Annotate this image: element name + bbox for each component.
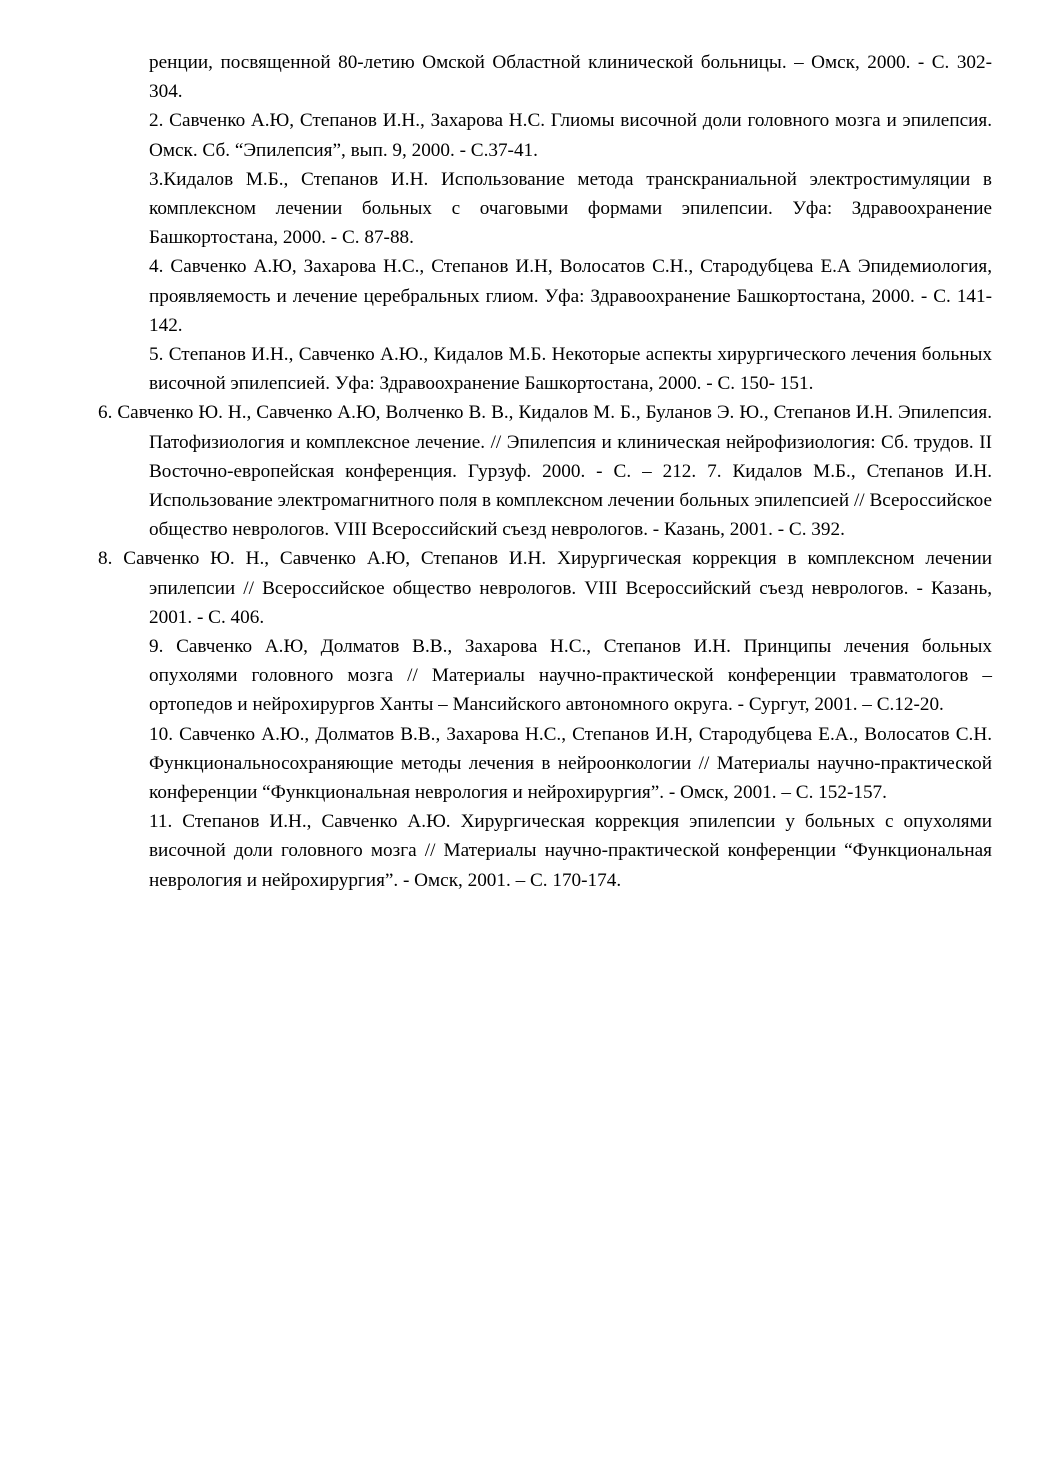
reference-entry-5 [149, 340, 992, 398]
reference-number: 6. [98, 402, 118, 424]
reference-number: 10. [149, 723, 180, 745]
reference-number: 8. [98, 548, 124, 570]
reference-list [98, 48, 993, 895]
reference-number: 4. [149, 256, 171, 278]
reference-entry-3 [149, 165, 992, 253]
reference-text: ренции, посвященной 80-летию Омской Областной клинической больницы. – Омск, 2000. - С. 302-304. [149, 52, 992, 103]
reference-text: Степанов И.Н., Савченко А.Ю. Хирургическая коррекция эпилепсии у больных с опухолями височной доли головного мозга // Материалы научно-практической конференции “Функциональная неврология и нейрохирургия”. - Омск, 2001. – С. 170-174. [149, 811, 992, 891]
reference-text: Степанов И.Н., Савченко А.Ю., Кидалов М.Б. Некоторые аспекты хирургического лечения больных височной эпилепсией. Уфа: Здравоохранение Башкортостана, 2000. - С. 150- 151. [149, 344, 992, 395]
reference-entry-4 [149, 252, 992, 340]
reference-entry-8 [98, 544, 992, 632]
reference-entry-9 [149, 632, 992, 720]
reference-entry-10 [149, 720, 992, 808]
reference-text: Савченко А.Ю, Захарова Н.С., Степанов И.Н, Волосатов С.Н., Стародубцева Е.А Эпидемиология, проявляемость и лечение церебральных глиом. Уфа: Здравоохранение Башкортостана, 2000. - С. 141- 142. [149, 256, 993, 336]
reference-text: Савченко А.Ю, Степанов И.Н., Захарова Н.С. Глиомы височной доли головного мозга и эпилепсия. Омск. Сб. “Эпилепсия”, вып. 9, 2000. - С.37-41. [149, 110, 992, 161]
reference-text: Савченко Ю. Н., Савченко А.Ю, Волченко В. В., Кидалов М. Б., Буланов Э. Ю., Степанов И.Н. Эпилепсия. Патофизиология и комплексное лечение. // Эпилепсия и клиническая нейрофизиология: Сб. трудов. II Восточно-европейская конференция. Гурзуф. 2000. - С. – 212. 7. Кидалов М.Б., Степанов И.Н. Использование электромагнитного поля в комплексном лечении больных эпилепсией // Всероссийское общество неврологов. VIII Всероссийский съезд неврологов. - Казань, 2001. - С. 392. [117, 402, 992, 541]
reference-number: 3. [149, 168, 164, 190]
reference-text: Савченко А.Ю., Долматов В.В., Захарова Н.С., Степанов И.Н, Стародубцева Е.А., Волосатов С.Н. Функциональносохраняющие методы лечения в нейроонкологии // Материалы научно-практической конференции “Функциональная неврология и нейрохирургия”. - Омск, 2001. – С. 152-157. [149, 723, 993, 804]
reference-entry-2 [149, 106, 992, 164]
reference-entry-continued [149, 48, 992, 106]
reference-number: 2. [149, 110, 170, 132]
reference-number: 9. [149, 636, 177, 658]
reference-entry-6 [98, 398, 992, 544]
reference-number: 11. [149, 811, 183, 833]
reference-entry-11 [149, 807, 992, 895]
reference-text: Савченко А.Ю, Долматов В.В., Захарова Н.С., Степанов И.Н. Принципы лечения больных опухолями головного мозга // Материалы научно-практической конференции травматологов – ортопедов и нейрохирургов Ханты – Мансийского автономного округа. - Сургут, 2001. – С.12-20. [149, 636, 993, 716]
reference-number: 5. [149, 344, 169, 366]
reference-text: Савченко Ю. Н., Савченко А.Ю, Степанов И.Н. Хирургическая коррекция в комплексном лечении эпилепсии // Всероссийское общество неврологов. VIII Всероссийский съезд неврологов. - Казань, 2001. - С. 406. [123, 548, 993, 628]
reference-text: Кидалов М.Б., Степанов И.Н. Использование метода транскраниальной электростимуляции в комплексном лечении больных с очаговыми формами эпилепсии. Уфа: Здравоохранение Башкортостана, 2000. - С. 87-88. [149, 168, 992, 249]
